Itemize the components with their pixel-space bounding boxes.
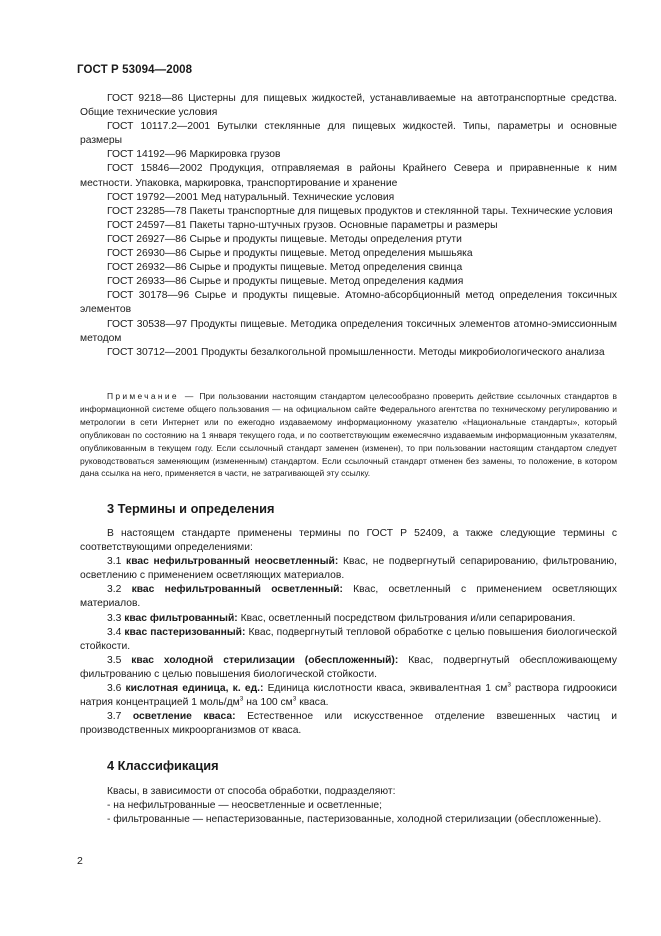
note-text: При пользовании настоящим стандартом целесообразно проверить действие ссылочных стандартов в информационной системе общего пользования — на официальном сайте Федерального агентства по техническому регулированию и метрологии в сети Интернет или по ежегодно издаваемому информационному указателю «Национальные стандарты», который опубликован по состоянию на 1 января текущего года, и по соответствующим ежемесячно издаваемым информационным указателям, опубликованным в текущем году. Если ссылочный стандарт заменен (изменен), то при пользовании настоящим стандартом следует руководствоваться заменяющим (измененным) стандартом. Если ссылочный стандарт отменен без замены, то положение, в котором дана ссылка на него, применяется в части, не затрагивающей эту ссылку. [80,391,618,479]
term-definition-text: Квас, осветленный с применением осветляющих материалов. [80,584,617,610]
term-definition-text: на 100 см [243,697,293,709]
term-number: 3.6 [107,683,122,695]
term-name: квас нефильтрованный осветленный: [131,584,343,596]
term-number: 3.3 [107,612,122,624]
term-definition [80,583,617,611]
term-number: 3.2 [107,584,122,596]
term-definition [80,626,617,654]
reference-item: ГОСТ 30178—96 Сырье и продукты пищевые. Атомно-абсорбционный метод определения токсичных элементов [80,290,617,316]
term-definition-text: Квас, не подвергнутый сепарированию, фильтрованию, осветлению с применением осветляющих материалов. [80,556,617,582]
reference-item: ГОСТ 10117.2—2001 Бутылки стеклянные для пищевых жидкостей. Типы, параметры и основные размеры [80,121,617,147]
reference-item: ГОСТ 30712—2001 Продукты безалкогольной промышленности. Методы микробиологического анализа [107,346,605,358]
note-block [80,390,617,480]
term-definition [80,555,617,583]
classification-line: - фильтрованные — непастеризованные, пастеризованные, холодной стерилизации (обеспложенные). [107,814,602,826]
term-definition-text: Квас, подвергнутый тепловой обработке с целью повышения биологической стойкости. [80,626,617,652]
reference-item: ГОСТ 30538—97 Продукты пищевые. Методика определения токсичных элементов атомно-эмиссионным методом [80,318,617,344]
term-definition-text: Единица кислотности кваса, эквивалентная 1 см [267,683,508,695]
section-3-intro: В настоящем стандарте применены термины по ГОСТ Р 52409, а также следующие термины с соответствующими определениями: [80,528,617,554]
section-4-body [80,785,617,827]
term-definition [80,612,617,626]
classification-line: - на нефильтрованные — неосветленные и осветленные; [107,800,382,812]
reference-item: ГОСТ 14192—96 Маркировка грузов [107,149,281,161]
reference-item: ГОСТ 26927—86 Сырье и продукты пищевые. Методы определения ртути [107,233,462,245]
term-definition [80,710,617,738]
term-name: кислотная единица, к. ед.: [125,683,264,695]
reference-item: ГОСТ 26933—86 Сырье и продукты пищевые. Метод определения кадмия [107,276,464,288]
normative-references-list [80,92,617,360]
term-definition-text: кваса. [296,697,329,709]
term-name: квас пастеризованный: [124,626,246,638]
reference-item: ГОСТ 15846—2002 Продукция, отправляемая в районы Крайнего Севера и приравненные к ним местности. Упаковка, маркировка, транспортирование и хранение [80,163,617,189]
section-3-body [80,527,617,738]
term-name: квас нефильтрованный неосветленный: [126,556,339,568]
page-number: 2 [77,855,83,867]
term-name: квас фильтрованный: [124,612,238,624]
note-paragraph [80,390,617,480]
superscript: 3 [507,681,511,689]
superscript: 3 [292,695,297,703]
reference-item: ГОСТ 9218—86 Цистерны для пищевых жидкостей, устанавливаемые на автотранспортные средства. Общие технические условия [80,93,617,119]
superscript: 3 [239,695,244,703]
term-definition [80,682,617,710]
classification-line: Квасы, в зависимости от способа обработки, подразделяют: [107,786,396,797]
term-name: осветление кваса: [132,711,236,723]
term-number: 3.4 [107,626,122,638]
term-definition-text: Квас, осветленный посредством фильтрования и/или сепарирования. [240,612,576,624]
term-number: 3.5 [107,654,122,666]
reference-item: ГОСТ 26930—86 Сырье и продукты пищевые. Метод определения мышьяка [107,248,473,260]
reference-item: ГОСТ 23285—78 Пакеты транспортные для пищевых продуктов и стеклянной тары. Технические условия [107,205,613,217]
term-definition-text: Квас, подвергнутый обеспложивающему фильтрованию с целью повышения биологической стойкости. [80,654,617,680]
reference-item: ГОСТ 19792—2001 Мед натуральный. Технические условия [107,191,395,203]
term-definition [80,654,617,682]
term-name: квас холодной стерилизации (обеспложенный): [131,654,399,666]
term-definition-text: Естественное или искусственное отделение взвешенных частиц и производственных микроорганизмов от кваса. [80,711,617,737]
section-4-heading: 4 Классификация [107,758,219,773]
term-number: 3.1 [107,556,122,568]
reference-item: ГОСТ 26932—86 Сырье и продукты пищевые. Метод определения свинца [107,262,463,274]
term-number: 3.7 [107,711,122,723]
document-header: ГОСТ Р 53094—2008 [77,64,193,76]
section-3-heading: 3 Термины и определения [107,501,275,516]
term-definition-text: раствора гидроокиси натрия концентрацией 1 моль/дм [80,683,617,709]
note-label: Примечание — [107,391,196,401]
reference-item: ГОСТ 24597—81 Пакеты тарно-штучных грузов. Основные параметры и размеры [107,219,498,231]
